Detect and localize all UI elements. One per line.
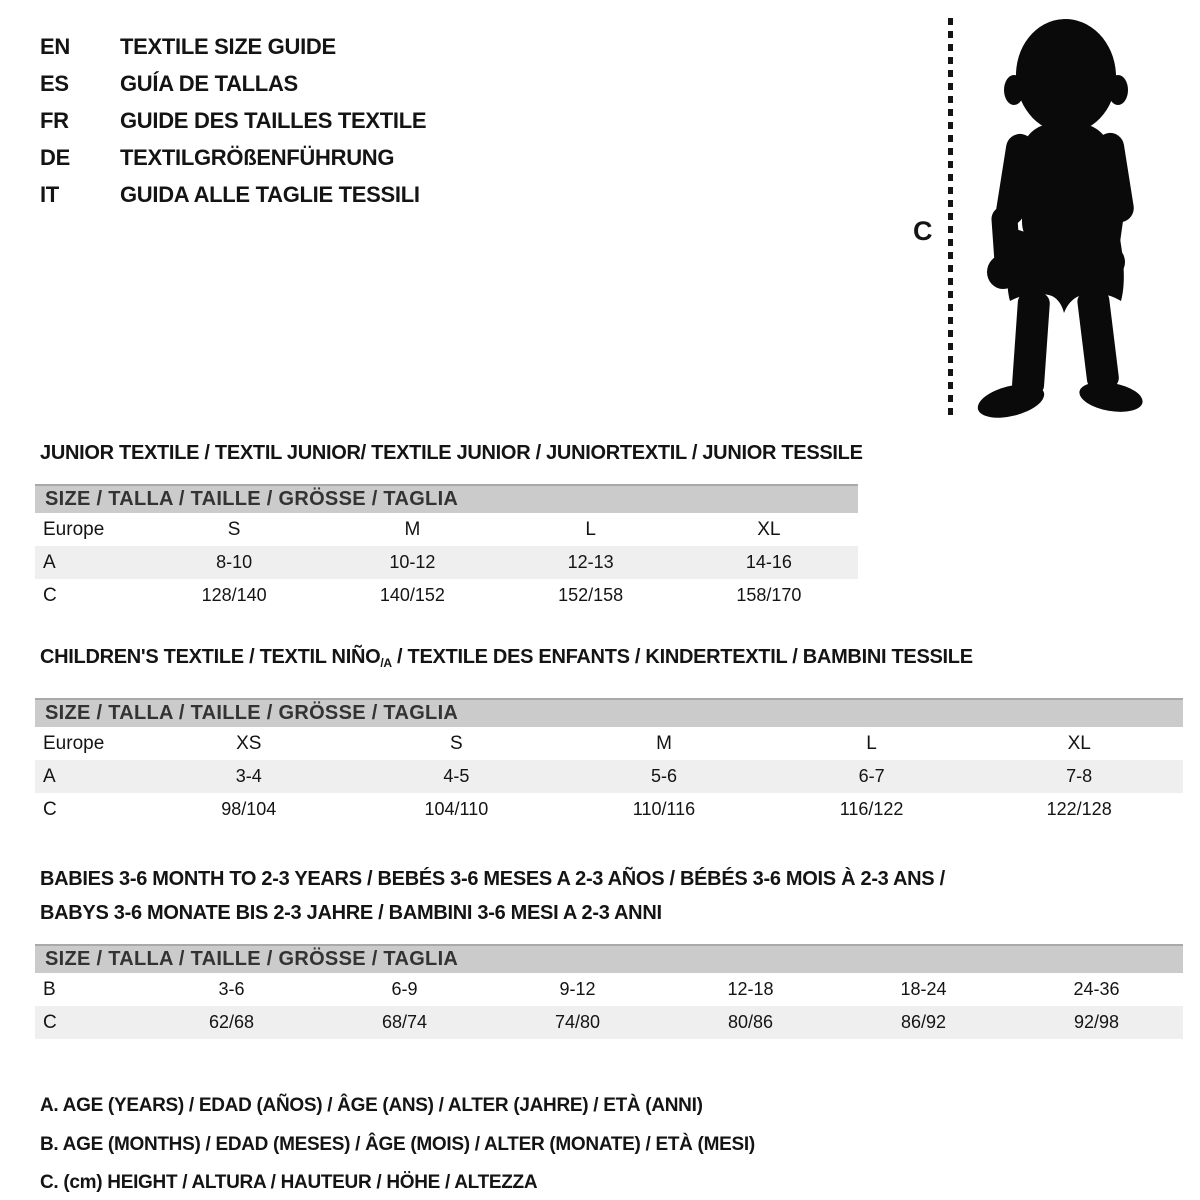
language-code: EN xyxy=(40,33,70,59)
height-dashed-line xyxy=(948,18,953,416)
size-section-children xyxy=(0,640,1200,826)
cell-value: 3-6 xyxy=(218,979,245,1000)
measure-c-label: C xyxy=(913,216,933,246)
section-title-babies xyxy=(40,862,1200,930)
cell-value: 92/98 xyxy=(1010,1006,1183,1039)
cell-value: 5-6 xyxy=(560,760,768,793)
section-title-line xyxy=(40,862,1200,896)
table-row-children-a xyxy=(35,760,1183,793)
size-table-children xyxy=(35,727,1183,826)
cell-value: 110/116 xyxy=(632,799,696,820)
cell-value: 98/104 xyxy=(221,799,277,820)
cell-value: XS xyxy=(236,732,262,754)
language-item-it xyxy=(40,176,426,213)
cell-value: 8-10 xyxy=(145,546,323,579)
cell-value: 68/74 xyxy=(318,1006,491,1039)
title-text: BABYS 3-6 MONATE BIS 2-3 JAHRE / BAMBINI 3-6 MESI A 2-3 ANNI xyxy=(40,902,662,925)
table-row-babies-c xyxy=(35,1006,1183,1039)
cell-value: S xyxy=(227,518,241,540)
size-header-bar: SIZE / TALLA / TAILLE / GRÖSSE / TAGLIA xyxy=(35,698,1183,727)
cell-value: 152/158 xyxy=(558,585,624,605)
table-row-children-c xyxy=(35,793,1183,826)
cell-value: 12-18 xyxy=(727,979,774,1000)
measurement-legend xyxy=(40,1087,1200,1200)
size-table-wrap-children xyxy=(35,698,1183,826)
legend-line-b: B. AGE (MONTHS) / EDAD (MESES) / ÂGE (MOIS) / ALTER (MONATE) / ETÀ (MESI) xyxy=(40,1133,755,1155)
language-title: GUIDE DES TAILLES TEXTILE xyxy=(120,107,427,133)
row-label: C xyxy=(35,1006,145,1039)
table-row-junior-a xyxy=(35,546,858,579)
legend-line-c: C. (cm) HEIGHT / ALTURA / HAUTEUR / HÖHE / ALTEZZA xyxy=(40,1172,538,1194)
cell-value: 6-9 xyxy=(391,979,418,1000)
table-row-babies-b xyxy=(35,973,1183,1006)
toddler-silhouette-icon xyxy=(961,10,1173,422)
cell-value: S xyxy=(450,732,463,754)
cell-value: L xyxy=(866,732,877,754)
language-code: DE xyxy=(40,144,70,170)
legend-line-a: A. AGE (YEARS) / EDAD (AÑOS) / ÂGE (ANS) / ALTER (JAHRE) / ETÀ (ANNI) xyxy=(40,1095,703,1117)
language-code: FR xyxy=(40,107,69,133)
table-row-junior-c xyxy=(35,579,858,612)
size-header-bar: SIZE / TALLA / TAILLE / GRÖSSE / TAGLIA xyxy=(35,484,858,513)
cell-value: 104/110 xyxy=(424,799,489,820)
size-sections xyxy=(0,430,1200,1039)
cell-value: 80/86 xyxy=(664,1006,837,1039)
language-item-de xyxy=(40,139,426,176)
row-label: C xyxy=(43,584,57,606)
cell-value: L xyxy=(585,518,596,540)
cell-value: 74/80 xyxy=(491,1006,664,1039)
language-list xyxy=(40,28,426,213)
title-subscript: /A xyxy=(380,656,392,671)
cell-value: 158/170 xyxy=(736,585,802,605)
size-table-babies xyxy=(35,973,1183,1039)
language-title: TEXTILGRÖßENFÜHRUNG xyxy=(120,144,395,170)
size-table-wrap-babies xyxy=(35,944,1183,1039)
cell-value: 24-36 xyxy=(1073,979,1120,1000)
row-label: Europe xyxy=(43,732,105,754)
cell-value: 62/68 xyxy=(145,1006,318,1039)
language-item-fr xyxy=(40,102,426,139)
language-item-es xyxy=(40,65,426,102)
size-section-babies xyxy=(0,862,1200,1039)
cell-value: 14-16 xyxy=(680,546,858,579)
title-text: / TEXTILE DES ENFANTS / KINDERTEXTIL / BAMBINI TESSILE xyxy=(391,646,973,668)
size-header-bar: SIZE / TALLA / TAILLE / GRÖSSE / TAGLIA xyxy=(35,944,1183,973)
language-title: GUÍA DE TALLAS xyxy=(120,70,298,96)
title-text: JUNIOR TEXTILE / TEXTIL JUNIOR/ TEXTILE JUNIOR / JUNIORTEXTIL / JUNIOR TESSILE xyxy=(40,442,863,464)
row-label: A xyxy=(35,546,145,579)
height-measure-figure xyxy=(905,10,1185,425)
cell-value: 7-8 xyxy=(975,760,1183,793)
cell-value: XL xyxy=(757,518,781,540)
table-row-children-europe xyxy=(35,727,1183,760)
language-title: TEXTILE SIZE GUIDE xyxy=(120,33,336,59)
cell-value: 128/140 xyxy=(201,585,267,605)
title-text: CHILDREN'S TEXTILE / TEXTIL NIÑO xyxy=(40,646,381,668)
cell-value: 116/122 xyxy=(839,799,904,820)
cell-value: M xyxy=(656,732,672,754)
language-item-en xyxy=(40,28,426,65)
cell-value: 4-5 xyxy=(353,760,561,793)
row-label: B xyxy=(43,978,56,1000)
table-row-junior-europe xyxy=(35,513,858,546)
size-table-wrap-junior xyxy=(35,484,858,612)
section-title-line xyxy=(40,640,1200,680)
title-text: BABIES 3-6 MONTH TO 2-3 YEARS / BEBÉS 3-6 MESES A 2-3 AÑOS / BÉBÉS 3-6 MOIS À 2-3 ANS / xyxy=(40,868,945,891)
section-title-junior xyxy=(40,436,1200,470)
section-title-line xyxy=(40,436,1200,470)
cell-value: 6-7 xyxy=(768,760,976,793)
cell-value: 140/152 xyxy=(379,585,445,605)
language-code: ES xyxy=(40,70,69,96)
section-title-line xyxy=(40,896,1200,930)
cell-value: M xyxy=(404,518,421,540)
cell-value: 86/92 xyxy=(837,1006,1010,1039)
cell-value: 9-12 xyxy=(559,979,596,1000)
cell-value: 12-13 xyxy=(502,546,680,579)
size-section-junior xyxy=(0,430,1200,612)
cell-value: 18-24 xyxy=(900,979,947,1000)
row-label: C xyxy=(43,798,57,820)
cell-value: 3-4 xyxy=(145,760,353,793)
cell-value: 122/128 xyxy=(1046,799,1112,820)
size-table-junior xyxy=(35,513,858,612)
cell-value: XL xyxy=(1067,732,1091,754)
cell-value: 10-12 xyxy=(323,546,501,579)
language-title: GUIDA ALLE TAGLIE TESSILI xyxy=(120,181,420,207)
section-title-children xyxy=(40,640,1200,680)
row-label: Europe xyxy=(43,518,105,540)
row-label: A xyxy=(35,760,145,793)
language-code: IT xyxy=(40,181,59,207)
page-header xyxy=(0,0,1200,430)
